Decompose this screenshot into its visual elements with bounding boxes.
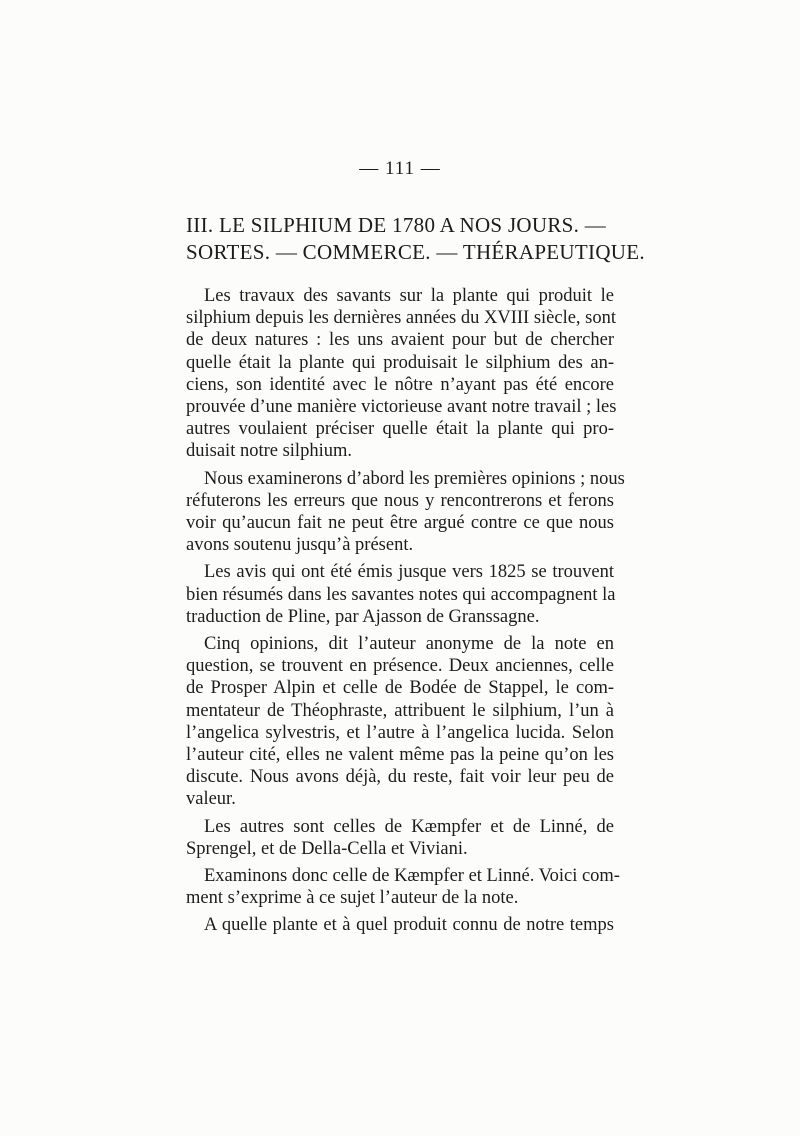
text-line: voir qu’aucun fait ne peut être argué contre ce que nous — [186, 513, 614, 534]
paragraph — [186, 865, 620, 909]
text-line: question, se trouvent en présence. Deux anciennes, celle — [186, 656, 614, 677]
text-line: Les autres sont celles de Kæmpfer et de Linné, de — [204, 816, 614, 837]
text-line: quelle était la plante qui produisait le silphium des an- — [186, 352, 614, 373]
text-line: traduction de Pline, par Ajasson de Granssagne. — [186, 606, 540, 627]
page-number: — 111 — — [359, 158, 441, 179]
paragraph — [186, 285, 617, 463]
paragraph — [186, 633, 614, 811]
heading-line-1: III. LE SILPHIUM DE 1780 A NOS JOURS. — — [186, 213, 607, 237]
body-text — [186, 285, 625, 942]
text-line: discute. Nous avons déjà, du reste, fait voir leur peu de — [186, 767, 614, 788]
text-line: Examinons donc celle de Kæmpfer et Linné. Voici com- — [204, 866, 620, 887]
paragraph — [186, 816, 614, 860]
paragraph — [186, 561, 614, 628]
text-line: ment s’exprime à ce sujet l’auteur de la note. — [186, 888, 519, 909]
text-line: autres voulaient préciser quelle était la plante qui pro- — [186, 419, 614, 440]
paragraph — [186, 468, 625, 557]
text-line: de deux natures : les uns avaient pour but de chercher — [186, 330, 614, 351]
section-heading — [186, 212, 645, 266]
text-line: Cinq opinions, dit l’auteur anonyme de la note en — [204, 634, 614, 655]
text-line: avons soutenu jusqu’à présent. — [186, 535, 414, 556]
text-line: mentateur de Théophraste, attribuent le silphium, l’un à — [186, 700, 614, 721]
paragraph — [186, 914, 614, 936]
text-line: ciens, son identité avec le nôtre n’ayant pas été encore — [186, 374, 614, 395]
text-line: de Prosper Alpin et celle de Bodée de Stappel, le com- — [186, 678, 614, 699]
text-line: prouvée d’une manière victorieuse avant notre travail ; les — [186, 397, 617, 418]
text-line: l’auteur cité, elles ne valent même pas la peine qu’on les — [186, 745, 614, 766]
heading-line-2: SORTES. — COMMERCE. — THÉRAPEUTIQUE. — [186, 240, 645, 264]
text-line: duisait notre silphium. — [186, 441, 352, 462]
text-line: A quelle plante et à quel produit connu de notre temps — [204, 915, 614, 936]
text-line: Sprengel, et de Della-Cella et Viviani. — [186, 838, 468, 859]
text-line: Les avis qui ont été émis jusque vers 1825 se trouvent — [204, 562, 614, 583]
text-line: l’angelica sylvestris, et l’autre à l’angelica lucida. Selon — [186, 722, 614, 743]
text-line: réfuterons les erreurs que nous y rencontrerons et ferons — [186, 490, 614, 511]
text-line: bien résumés dans les savantes notes qui accompagnent la — [186, 584, 616, 605]
text-line: Nous examinerons d’abord les premières opinions ; nous — [204, 468, 625, 489]
text-line: Les travaux des savants sur la plante qui produit le — [204, 286, 614, 306]
text-line: valeur. — [186, 789, 236, 810]
text-line: silphium depuis les dernières années du XVIII siècle, sont — [186, 308, 617, 329]
